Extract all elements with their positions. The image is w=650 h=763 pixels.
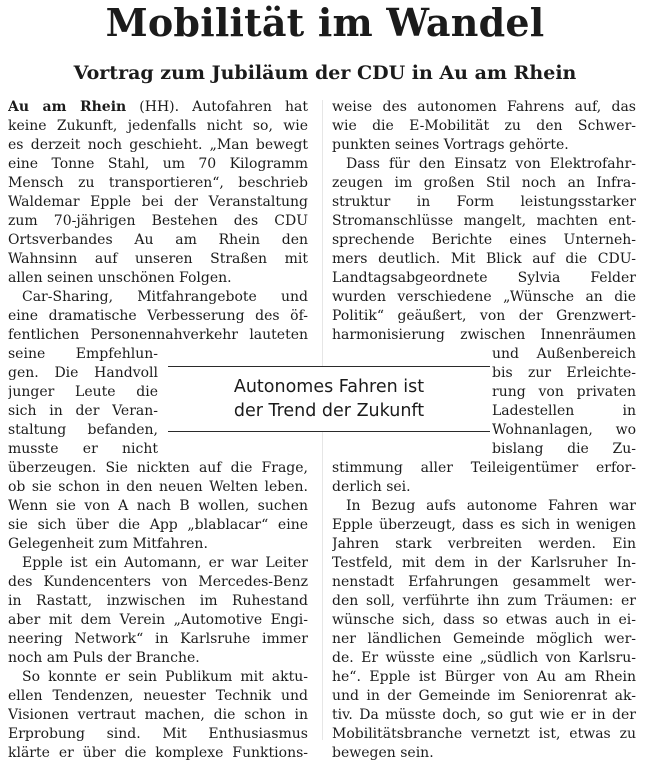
body-line: weise des autonomen Fahrens auf, das (332, 99, 636, 115)
body-line: junger Leute die (8, 384, 158, 400)
body-line: des Kundencenters von Mercedes-Benz (8, 574, 308, 590)
body-line: wie die E-Mobilität zu den Schwer- (332, 118, 636, 134)
body-line: In Bezug aufs autonome Fahren war (346, 498, 636, 514)
body-line: ner ländlichen Gemeinde möglich wer- (332, 631, 636, 647)
body-line: sprechende Berichte eines Unterneh- (332, 232, 636, 248)
pull-quote-line: Autonomes Fahren ist (233, 377, 425, 397)
body-line: Erprobung sind. Mit Enthusiasmus (8, 726, 308, 742)
body-line: klärte er über die komplexe Funktions- (8, 745, 308, 761)
body-line: keine Zukunft, jedenfalls nicht so, wie (8, 118, 308, 134)
body-line: noch am Puls der Branche. (8, 650, 200, 666)
body-line: Epple ist ein Automann, er war Leiter (22, 555, 308, 571)
body-line: Jahren stark verbreiten werden. Ein (332, 536, 636, 552)
pull-quote-line: der Trend der Zukunft (233, 401, 425, 421)
body-line: wünsche sich, dass so etwas auch in ei- (332, 612, 636, 628)
body-line: und Außenbereich (492, 346, 636, 362)
body-line: mers deutlich. Mit Blick auf die CDU- (332, 251, 636, 267)
body-line: seine Empfehlun- (8, 346, 158, 362)
body-line: tiv. Da müsste doch, so gut wie er in der (332, 707, 636, 723)
body-line: staltung befanden, (8, 422, 158, 438)
body-line: Landtagsabgeordnete Sylvia Felder (332, 270, 636, 286)
body-line: bewegen sein. (332, 745, 434, 761)
body-line: es derzeit noch geschieht. „Man bewegt (8, 137, 308, 153)
body-line: Wahnsinn auf unseren Straßen mit (8, 251, 308, 267)
body-line: fentlichen Personennahverkehr lauteten (8, 327, 308, 343)
body-line: So konnte er sein Publikum mit aktu- (22, 669, 308, 685)
body-line: bislang die Zu- (492, 441, 636, 457)
pull-quote (168, 366, 490, 432)
body-line: neering Network“ in Karlsruhe immer (8, 631, 308, 647)
body-line: Dass für den Einsatz von Elektrofahr- (346, 156, 636, 172)
body-line: stimmung aller Teileigentümer erfor- (332, 460, 636, 476)
body-line: musste er nicht (8, 441, 158, 457)
body-line: den soll, verführte ihn zum Träumen: er (332, 593, 636, 609)
body-line: eine dramatische Verbesserung des öf- (8, 308, 308, 324)
subheadline: Vortrag zum Jubiläum der CDU in Au am Rhein (73, 62, 577, 84)
body-line: Mobilitätsbranche vernetzt ist, etwas zu (332, 726, 636, 742)
body-line: zeugen im großen Stil noch an Infra- (332, 175, 636, 191)
body-line: Mensch zu transportieren“, beschrieb (8, 175, 308, 191)
body-line: wurden verschiedene „Wünsche an die (332, 289, 636, 305)
body-line: bis zur Erleichte- (492, 365, 636, 381)
body-line: aber mit dem Verein „Automotive Engi- (8, 612, 308, 628)
body-line: Stromanschlüsse mangelt, machten ent- (332, 213, 636, 229)
body-line: derlich sei. (332, 479, 411, 495)
body-line: gen. Die Handvoll (8, 365, 158, 381)
body-line: Politik“ geäußert, von der Grenzwert- (332, 308, 636, 324)
body-line: ob sie schon in den neuen Welten leben. (8, 479, 308, 495)
body-line: Wohnanlagen, wo (492, 422, 636, 438)
body-line: Waldemar Epple bei der Veranstaltung (8, 194, 308, 210)
body-line: struktur in Form leistungsstarker (332, 194, 636, 210)
headline: Mobilität im Wandel (105, 0, 545, 45)
body-line: Gelegenheit zum Mitfahren. (8, 536, 208, 552)
body-line: Car-Sharing, Mitfahrangebote und (22, 289, 308, 305)
body-line: Testfeld, mit dem in der Karlsruher In- (332, 555, 636, 571)
body-line: punkten seines Vortrags gehörte. (332, 137, 569, 153)
body-line: sich in der Veran- (8, 403, 158, 419)
body-line: nenstadt Erfahrungen gesammelt wer- (332, 574, 636, 590)
body-line: zum 70-jährigen Bestehen des CDU (8, 213, 308, 229)
body-line: harmonisierung zwischen Innenräumen (332, 327, 636, 343)
body-line: Visionen vertraut machen, die schon in (8, 707, 308, 723)
dateline-place: Au am Rhein (8, 99, 127, 115)
body-line: und in der Gemeinde im Seniorenrat ak- (332, 688, 636, 704)
body-line: ellen Tendenzen, neuester Technik und (8, 688, 308, 704)
body-line: Wenn sie von A nach B wollen, suchen (8, 498, 308, 514)
body-line: sie sich über die App „blablacar“ eine (8, 517, 308, 533)
body-line: he“. Epple ist Bürger von Au am Rhein (332, 669, 636, 685)
body-line: eine Tonne Stahl, um 70 Kilogramm (8, 156, 308, 172)
body-line: überzeugen. Sie nickten auf die Frage, (8, 460, 308, 476)
body-line: Epple überzeugt, dass es sich in wenigen (332, 517, 636, 533)
body-line: in Rastatt, inzwischen im Ruhestand (8, 593, 308, 609)
body-line: de. Er wüsste eine „südlich von Karlsru- (332, 650, 636, 666)
body-line: Ladestellen in (492, 403, 636, 419)
body-line: rung von privaten (492, 384, 636, 400)
body-line: Ortsverbandes Au am Rhein den (8, 232, 308, 248)
body-line: Au am Rhein (HH). Autofahren hat (8, 99, 308, 115)
body-line: allen seinen unschönen Folgen. (8, 270, 232, 286)
